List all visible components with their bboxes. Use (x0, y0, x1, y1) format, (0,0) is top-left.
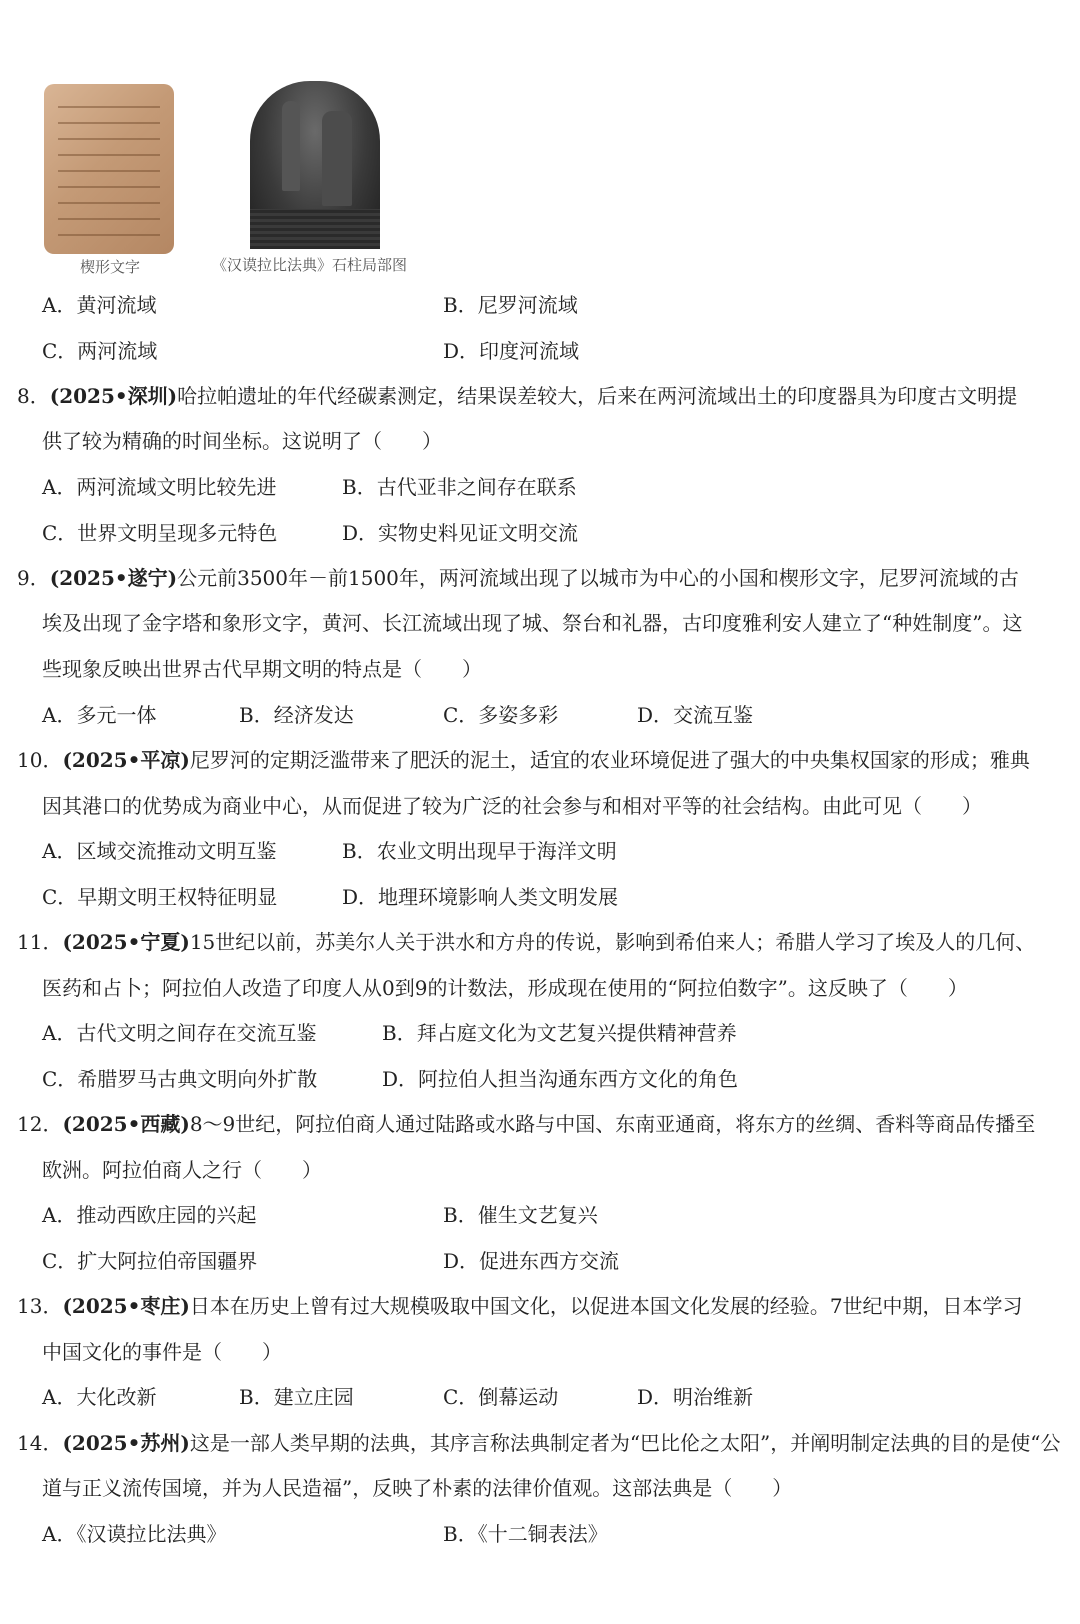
figure-caption-cuneiform: 楔形文字 (80, 258, 141, 276)
q14-stem-line-1 (17, 1428, 1061, 1458)
question-source: (2025•遂宁) (49, 566, 178, 590)
question-text: 公元前3500年－前1500年，两河流域出现了以城市为中心的小国和楔形文字，尼罗河流域的古 (177, 566, 1019, 590)
question-text: 哈拉帕遗址的年代经碳素测定，结果误差较大，后来在两河流域出土的印度器具为印度古文明提 (177, 384, 1018, 408)
hammurabi-stele-image (250, 81, 380, 249)
q13-option-b[interactable]: B．建立庄园 (239, 1385, 354, 1409)
question-text: 日本在历史上曾有过大规模吸取中国文化，以促进本国文化发展的经验。7世纪中期，日本学习 (189, 1294, 1023, 1318)
q10-option-a[interactable]: A．区域交流推动文明互鉴 (42, 839, 277, 863)
q8-option-b[interactable]: B．古代亚非之间存在联系 (342, 475, 577, 499)
question-source: (2025•枣庄) (62, 1294, 190, 1318)
q12-option-b[interactable]: B．催生文艺复兴 (443, 1203, 598, 1227)
figure-group (40, 76, 460, 286)
q7-option-d[interactable]: D．印度河流域 (443, 339, 580, 363)
q8-option-d[interactable]: D．实物史料见证文明交流 (342, 521, 579, 545)
question-text: 15世纪以前，苏美尔人关于洪水和方舟的传说，影响到希伯来人；希腊人学习了埃及人的几何、 (189, 930, 1036, 954)
q14-stem-line-2: 道与正义流传国境，并为人民造福”，反映了朴素的法律价值观。这部法典是（ ） (42, 1476, 793, 1500)
question-text: 尼罗河的定期泛滥带来了肥沃的泥土，适宜的农业环境促进了强大的中央集权国家的形成；雅典 (189, 748, 1030, 772)
question-text: 这是一部人类早期的法典，其序言称法典制定者为“巴比伦之太阳”，并阐明制定法典的目的是使“公 (189, 1431, 1061, 1455)
q13-stem-line-2: 中国文化的事件是（ ） (42, 1340, 282, 1364)
q9-option-d[interactable]: D．交流互鉴 (637, 703, 754, 727)
question-number: 11． (17, 930, 63, 954)
question-source: (2025•深圳) (49, 384, 178, 408)
q10-option-c[interactable]: C．早期文明王权特征明显 (42, 885, 278, 909)
q10-option-b[interactable]: B．农业文明出现早于海洋文明 (342, 839, 617, 863)
question-source: (2025•西藏) (62, 1112, 190, 1136)
q13-option-c[interactable]: C．倒幕运动 (443, 1385, 559, 1409)
q10-option-d[interactable]: D．地理环境影响人类文明发展 (342, 885, 619, 909)
q7-option-a[interactable]: A．黄河流域 (42, 293, 157, 317)
q12-option-a[interactable]: A．推动西欧庄园的兴起 (42, 1203, 257, 1227)
q8-option-a[interactable]: A．两河流域文明比较先进 (42, 475, 277, 499)
question-number: 12． (17, 1112, 63, 1136)
q12-option-c[interactable]: C．扩大阿拉伯帝国疆界 (42, 1249, 258, 1273)
question-number: 13． (17, 1294, 63, 1318)
question-number: 10． (17, 748, 63, 772)
q14-option-a[interactable]: A．《汉谟拉比法典》 (42, 1522, 227, 1546)
q8-stem-line-2: 供了较为精确的时间坐标。这说明了（ ） (42, 429, 442, 453)
q13-option-d[interactable]: D．明治维新 (637, 1385, 754, 1409)
question-source: (2025•苏州) (62, 1431, 190, 1455)
question-number: 9． (17, 566, 50, 590)
q9-stem-line-2: 埃及出现了金字塔和象形文字，黄河、长江流域出现了城、祭台和礼器，古印度雅利安人建立了“种姓制度”。这 (42, 611, 1023, 635)
question-number: 14． (17, 1431, 63, 1455)
q9-option-c[interactable]: C．多姿多彩 (443, 703, 559, 727)
q9-stem-line-1 (17, 563, 1019, 593)
question-number: 8． (17, 384, 50, 408)
q9-option-b[interactable]: B．经济发达 (239, 703, 354, 727)
q7-option-c[interactable]: C．两河流域 (42, 339, 158, 363)
question-source: (2025•宁夏) (62, 930, 190, 954)
question-text: 8～9世纪，阿拉伯商人通过陆路或水路与中国、东南亚通商，将东方的丝绸、香料等商品传播至 (189, 1112, 1036, 1136)
question-source: (2025•平凉) (62, 748, 190, 772)
q11-option-a[interactable]: A．古代文明之间存在交流互鉴 (42, 1021, 317, 1045)
q12-option-d[interactable]: D．促进东西方交流 (443, 1249, 620, 1273)
q11-option-b[interactable]: B．拜占庭文化为文艺复兴提供精神营养 (382, 1021, 737, 1045)
q8-option-c[interactable]: C．世界文明呈现多元特色 (42, 521, 278, 545)
q10-stem-line-1 (17, 745, 1030, 775)
q7-option-b[interactable]: B．尼罗河流域 (443, 293, 578, 317)
q9-option-a[interactable]: A．多元一体 (42, 703, 157, 727)
q12-stem-line-2: 欧洲。阿拉伯商人之行（ ） (42, 1158, 322, 1182)
q9-stem-line-3: 些现象反映出世界古代早期文明的特点是（ ） (42, 657, 482, 681)
q13-option-a[interactable]: A．大化改新 (42, 1385, 157, 1409)
q11-stem-line-2: 医药和占卜；阿拉伯人改造了印度人从0到9的计数法，形成现在使用的“阿拉伯数字”。这反映了（ ） (42, 976, 968, 1000)
q11-stem-line-1 (17, 927, 1035, 957)
q10-stem-line-2: 因其港口的优势成为商业中心，从而促进了较为广泛的社会参与和相对平等的社会结构。由此可见（ ） (42, 794, 982, 818)
q13-stem-line-1 (17, 1291, 1023, 1321)
q8-stem-line-1 (17, 381, 1017, 411)
figure-caption-stele: 《汉谟拉比法典》石柱局部图 (212, 256, 408, 274)
q11-option-c[interactable]: C．希腊罗马古典文明向外扩散 (42, 1067, 318, 1091)
q14-option-b[interactable]: B．《十二铜表法》 (443, 1522, 608, 1546)
cuneiform-tablet-image (44, 84, 174, 254)
q11-option-d[interactable]: D．阿拉伯人担当沟通东西方文化的角色 (382, 1067, 739, 1091)
q12-stem-line-1 (17, 1109, 1035, 1139)
